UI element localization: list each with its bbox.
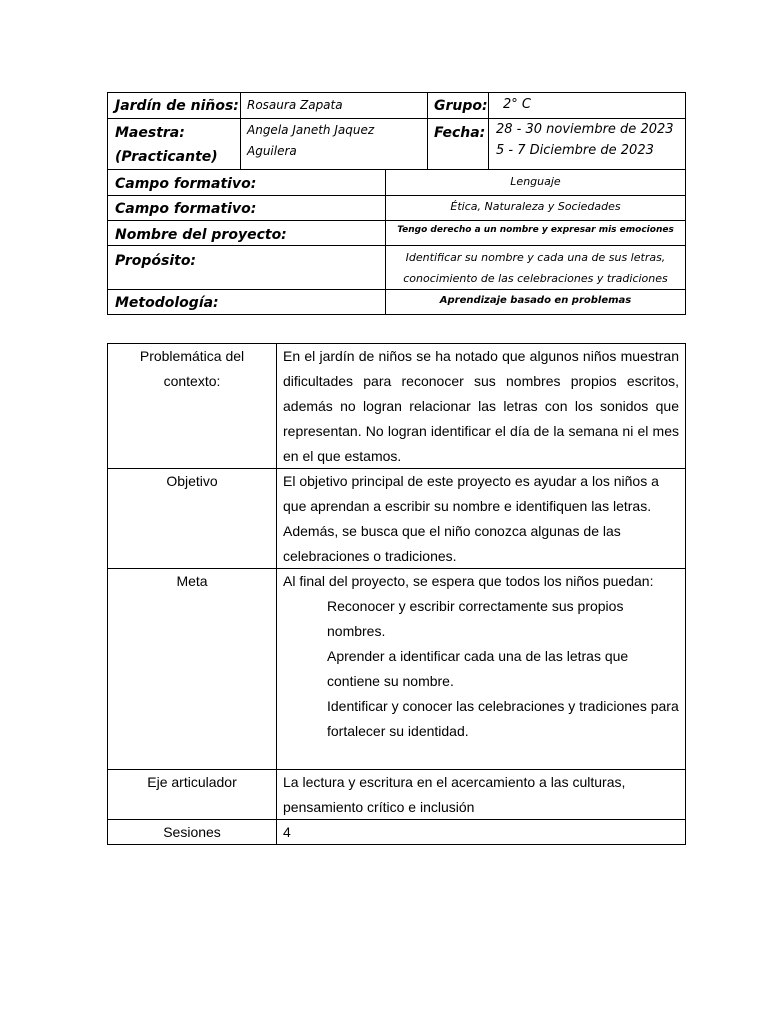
proposito-value-line1: Identificar su nombre y cada una de sus letras, — [405, 251, 666, 264]
fecha-label: Fecha: — [434, 125, 486, 141]
eje-text: La lectura y escritura en el acercamiento a las culturas, pensamiento crítico e inclusión — [283, 774, 626, 815]
jardin-value: Rosaura Zapata — [247, 98, 343, 112]
fecha-value-line2: 5 - 7 Diciembre de 2023 — [496, 143, 654, 158]
grupo-label: Grupo: — [434, 98, 488, 114]
problematica-label: Problemática del contexto: — [139, 348, 245, 389]
jardin-label: Jardín de niños: — [115, 98, 239, 114]
proposito-value-line2: conocimiento de las celebraciones y tradiciones — [403, 272, 668, 285]
maestra-value-line2: Aguilera — [247, 144, 297, 158]
campo1-value: Lenguaje — [510, 175, 561, 188]
campo2-value: Ética, Naturaleza y Sociedades — [450, 200, 621, 213]
practicante-label: (Practicante) — [115, 149, 218, 165]
proyecto-value: Tengo derecho a un nombre y expresar mis emociones — [397, 225, 674, 235]
metodologia-value: Aprendizaje basado en problemas — [439, 295, 632, 306]
maestra-label: Maestra: — [115, 125, 185, 141]
maestra-value-line1: Angela Janeth Jaquez — [247, 123, 375, 137]
problematica-text: En el jardín de niños se ha notado que algunos niños muestran dificultades para reconocer sus nombres propios escritos, además no logran relacionar las letras con los sonidos que representan. No logran identificar el día de la semana ni el mes en el que estamos. — [283, 348, 679, 464]
grupo-value: 2° C — [503, 97, 531, 112]
sesiones-label: Sesiones — [163, 824, 221, 840]
campo2-label: Campo formativo: — [115, 201, 257, 217]
objetivo-text: El objetivo principal de este proyecto es ayudar a los niños a que aprendan a escribir su nombre e identifiquen las letras. Además, se busca que el niño conozca algunas de las celebraciones o tradiciones. — [283, 473, 659, 564]
meta-label: Meta — [176, 573, 208, 589]
eje-label: Eje articulador — [147, 774, 237, 790]
fecha-value-line1: 28 - 30 noviembre de 2023 — [496, 122, 674, 137]
meta-text: Al final del proyecto, se espera que todos los niños puedan: Reconocer y escribir correctamente sus propios nombres. Aprender a identificar cada una de las letras que contiene su nombre. Identificar y conocer las celebraciones y tradiciones para fortalecer su identidad. — [283, 573, 679, 739]
campo1-label: Campo formativo: — [115, 176, 257, 192]
sesiones-value: 4 — [283, 824, 291, 840]
proyecto-label: Nombre del proyecto: — [115, 227, 287, 243]
metodologia-label: Metodología: — [115, 295, 219, 311]
objetivo-label: Objetivo — [166, 473, 218, 489]
proposito-label: Propósito: — [115, 253, 197, 269]
